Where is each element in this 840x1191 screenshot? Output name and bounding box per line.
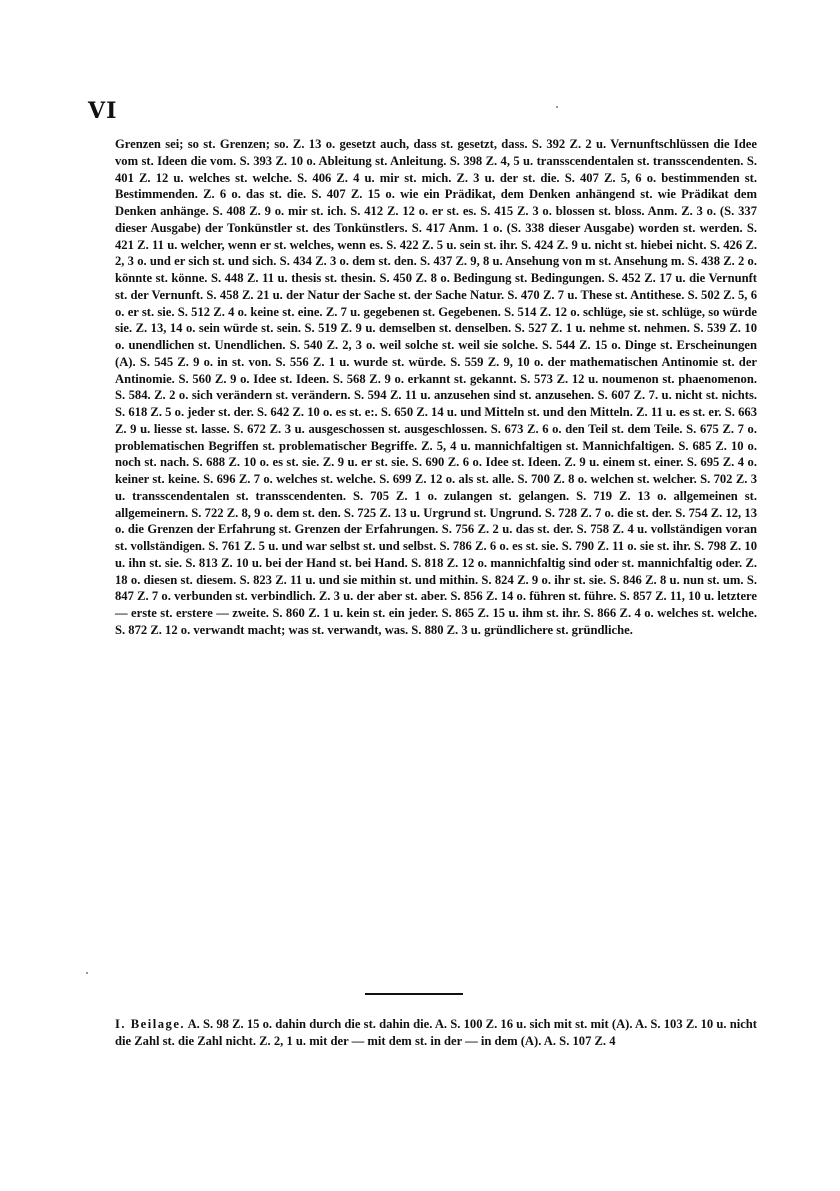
errata-paragraph: Grenzen sei; so st. Grenzen; so. Z. 13 o. gesetzt auch, dass st. gesetzt, dass. S. 392 Z. 2 u. Vernunftschlüssen die Idee vom st. Ideen die vom. S. 393 Z. 10 o. Ableitung st. Anleitung. S. 398 Z. 4, 5 u. transscendentalen st. transscendenten. S. 401 Z. 12 u. welches st. welche. S. 406 Z. 4 u. mir st. mich. Z. 3 u. der st. die. S. 407 Z. 5, 6 o. bestimmenden st. Bestimmenden. Z. 6 o. das st. die. S. 407 Z. 15 o. wie ein Prädikat, dem Denken anhängend st. wie Prädikat dem Denken anhänge. S. 408 Z. 9 o. mir st. ich. S. 412 Z. 12 o. er st. es. S. 415 Z. 3 o. blossen st. bloss. Anm. Z. 3 o. (S. 337 dieser Ausgabe) der Tonkünstler st. des Tonkünstlers. S. 417 Anm. 1 o. (S. 338 dieser Ausgabe) worden st. werden. S. 421 Z. 11 u. welcher, wenn er st. welches, wenn es. S. 422 Z. 5 u. sein st. ihr. S. 424 Z. 9 u. nicht st. hiebei nicht. S. 426 Z. 2, 3 o. und er sich st. und sich. S. 434 Z. 3 o. dem st. den. S. 437 Z. 9, 8 u. Ansehung von m st. Ansehung m. S. 438 Z. 2 o. könnte st. könne. S. 448 Z. 11 u. thesis st. thesin. S. 450 Z. 8 o. Bedingung st. Bedingungen. S. 452 Z. 17 u. die Vernunft st. der Vernunft. S. 458 Z. 21 u. der Natur der Sache st. der Sache Natur. S. 470 Z. 7 u. These st. Antithese. S. 502 Z. 5, 6 o. er st. sie. S. 512 Z. 4 o. keine st. eine. Z. 7 u. gegebenen st. Gegebenen. S. 514 Z. 12 o. schlüge, sie st. schlüge, so würde sie. Z. 13, 14 o. sein würde st. sein. S. 519 Z. 9 u. demselben st. denselben. S. 527 Z. 1 u. nehme st. nehmen. S. 539 Z. 10 o. unendlichen st. Unendlichen. S. 540 Z. 2, 3 o. weil solche st. weil sie solche. S. 544 Z. 15 o. Dinge st. Erscheinungen (A). S. 545 Z. 9 o. in st. von. S. 556 Z. 1 u. wurde st. würde. S. 559 Z. 9, 10 o. der mathematischen Antinomie st. der Antinomie. S. 560 Z. 9 o. Idee st. Ideen. S. 568 Z. 9 o. erkannt st. gekannt. S. 573 Z. 12 u. noumenon st. phaenomenon. S. 584. Z. 2 o. sich verändern st. verändern. S. 594 Z. 11 u. anzusehen sind st. anzusehen. S. 607 Z. 7. u. nicht st. nichts. S. 618 Z. 5 o. jeder st. der. S. 642 Z. 10 o. es st. e:. S. 650 Z. 14 u. und Mitteln st. und den Mitteln. Z. 11 u. es st. er. S. 663 Z. 9 u. liesse st. lasse. S. 672 Z. 3 u. ausgeschossen st. ausgeschlossen. S. 673 Z. 6 o. den Teil st. dem Teile. S. 675 Z. 7 o. problematischen Begriffen st. problematischer Begriffe. Z. 5, 4 u. mannichfaltigen st. Mannichfaltigen. S. 685 Z. 10 o. noch st. nach. S. 688 Z. 10 o. es st. sie. Z. 9 u. er st. sie. S. 690 Z. 6 o. Idee st. Ideen. Z. 9 u. einem st. einer. S. 695 Z. 4 o. keiner st. keine. S. 696 Z. 7 o. welches st. welche. S. 699 Z. 12 o. als st. alle. S. 700 Z. 8 o. welchen st. welcher. S. 702 Z. 3 u. transscendentalen st. transscendenten. S. 705 Z. 1 o. zulangen st. gelangen. S. 719 Z. 13 o. allgemeinen st. allgemeinern. S. 722 Z. 8, 9 o. dem st. den. S. 725 Z. 13 u. Urgrund st. Ungrund. S. 728 Z. 7 o. die st. der. S. 754 Z. 12, 13 o. die Grenzen der Erfahrung st. Grenzen der Erfahrungen. S. 756 Z. 2 u. das st. der. S. 758 Z. 4 u. vollständigen voran st. vollständigen. S. 761 Z. 5 u. und war selbst st. und selbst. S. 786 Z. 6 o. es st. sie. S. 790 Z. 11 o. sie st. ihr. S. 798 Z. 10 u. ihn st. sie. S. 813 Z. 10 u. bei der Hand st. bei Hand. S. 818 Z. 12 o. mannichfaltig sind oder st. mannichfaltig oder. Z. 18 o. diesen st. diesem. S. 823 Z. 11 u. und sie mithin st. und mithin. S. 824 Z. 9 o. ihr st. sie. S. 846 Z. 8 u. nun st. um. S. 847 Z. 7 o. verbunden st. verbindlich. Z. 3 u. der aber st. aber. S. 856 Z. 14 o. führen st. führe. S. 857 Z. 11, 10 u. letztere — erste st. erstere — zweite. S. 860 Z. 1 u. kein st. ein jeder. S. 865 Z. 15 u. ihm st. ihr. S. 866 Z. 4 o. welches st. welche. S. 872 Z. 12 o. verwandt macht; was st. verwandt, was. S. 880 Z. 3 u. gründlichere st. gründliche. <box>115 137 757 637</box>
scan-speck <box>86 972 88 974</box>
supplement-paragraph <box>115 1016 757 1050</box>
supplement-text: A. S. 98 Z. 15 o. dahin durch die st. dahin die. A. S. 100 Z. 16 u. sich mit st. mit (A). A. S. 103 Z. 10 u. nicht die Zahl st. die Zahl nicht. Z. 2, 1 u. mit der — mit dem st. in der — in dem (A). A. S. 107 Z. 4 <box>115 1017 757 1048</box>
scan-speck <box>556 106 558 108</box>
section-divider <box>365 993 463 995</box>
page-number: VI <box>88 98 118 124</box>
supplement-heading: I. Beilage. <box>115 1017 186 1031</box>
